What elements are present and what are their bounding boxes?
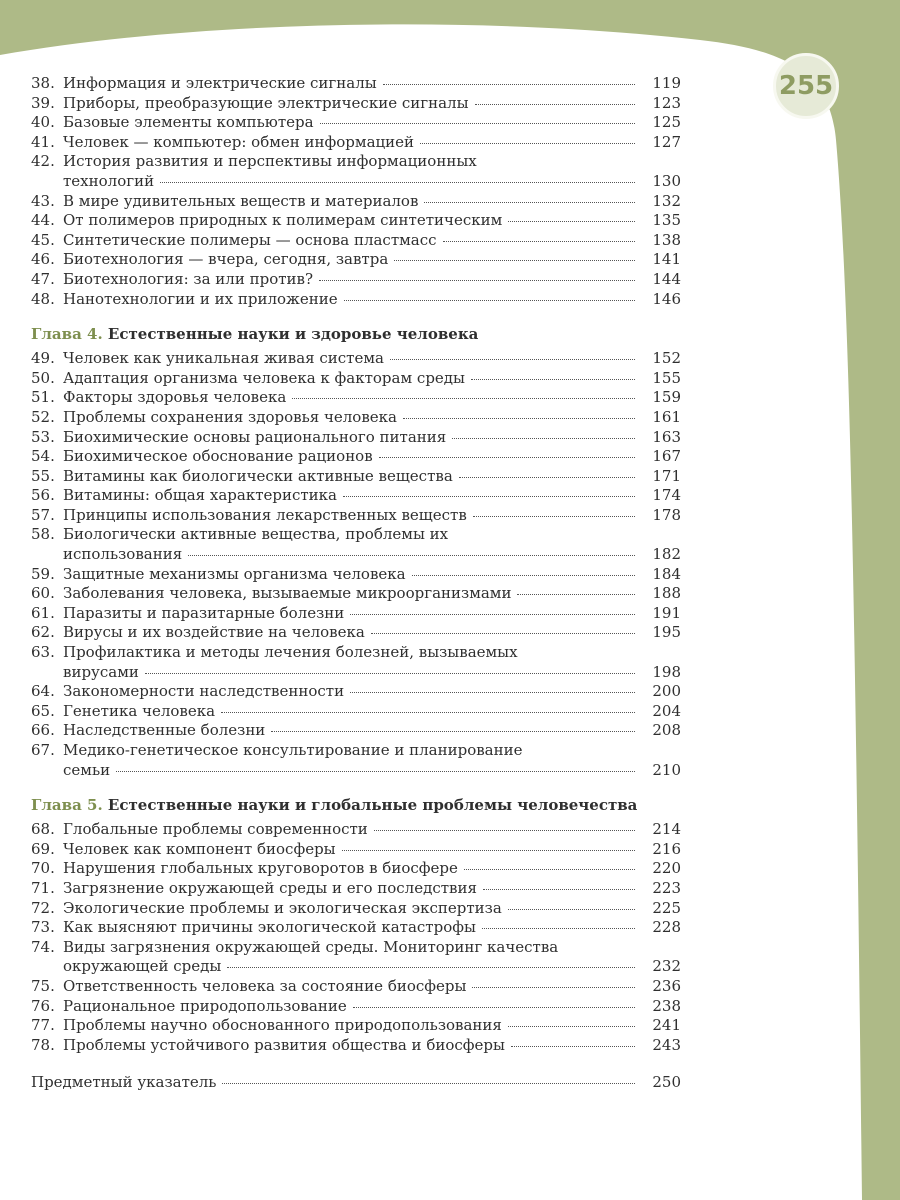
entry-page: 214 [652,820,681,839]
entry-title: Нанотехнологии и их приложение [63,289,338,308]
dot-leader [342,850,635,851]
entry-line [31,447,681,467]
entry-line [31,211,681,231]
entry-number: 67. [31,741,55,759]
dot-leader [116,771,635,772]
toc-entry[interactable] [31,702,681,722]
toc-entry[interactable] [31,1016,681,1036]
dot-leader [511,1046,635,1047]
entry-number: 68. [31,820,55,839]
dot-leader [394,260,635,261]
entry-title: Нарушения глобальных круговоротов в биосфере [63,859,458,878]
entry-line-continued [31,545,681,565]
toc-entry[interactable] [31,211,681,231]
entry-number: 41. [31,132,55,151]
toc-section-continued [31,74,681,309]
entry-line [31,565,681,585]
entry-number: 54. [31,447,55,466]
entry-number: 47. [31,269,55,288]
toc-entry[interactable] [31,369,681,389]
entry-line-continued [31,957,681,977]
dot-leader [222,1083,635,1084]
entry-page: 146 [652,289,681,308]
dot-leader [412,575,635,576]
dot-leader [517,594,635,595]
chapter-label: Глава 4. [31,325,103,344]
toc-entry[interactable] [31,94,681,114]
entry-page: 141 [652,250,681,269]
entry-page: 132 [652,191,681,210]
entry-page: 161 [652,407,681,426]
entry-number: 64. [31,682,55,701]
dot-leader [145,673,635,674]
toc-entry[interactable] [31,604,681,624]
toc-entry[interactable] [31,525,681,564]
entry-page: 232 [652,957,681,976]
entry-page: 220 [652,859,681,878]
entry-number: 61. [31,603,55,622]
entry-number: 44. [31,211,55,230]
entry-title: Информация и электрические сигналы [63,74,377,92]
entry-page: 250 [652,1073,681,1092]
entry-title: Защитные механизмы организма человека [63,564,406,583]
entry-number: 53. [31,427,55,446]
toc-entry[interactable] [31,899,681,919]
dot-leader [508,909,635,910]
entry-page: 135 [652,211,681,230]
entry-line [31,192,681,212]
dot-leader [188,555,635,556]
entry-page: 195 [652,623,681,642]
entry-page: 191 [652,603,681,622]
dot-leader [371,633,635,634]
chapter-label: Глава 5. [31,796,103,815]
dot-leader [292,398,635,399]
entry-title: Базовые элементы компьютера [63,113,314,132]
toc-entry[interactable] [31,74,681,94]
toc-entry[interactable] [31,820,681,840]
toc-entry[interactable] [31,133,681,153]
toc-entry[interactable] [31,270,681,290]
dot-leader [508,1026,635,1027]
entry-page: 184 [652,564,681,583]
dot-leader [383,84,635,85]
entry-number: 70. [31,859,55,878]
dot-leader [344,300,635,301]
dot-leader [482,928,635,929]
entry-number: 52. [31,407,55,426]
toc-entry[interactable] [31,997,681,1017]
entry-page: 152 [652,349,681,368]
chapter-4-heading [31,324,681,344]
entry-line [31,1036,681,1056]
toc-entry[interactable] [31,741,681,780]
entry-line [31,133,681,153]
entry-title: окружающей среды [63,957,222,976]
chapter-title: Естественные науки и здоровье человека [107,325,479,344]
entry-title: Экологические проблемы и экологическая экспертиза [63,898,502,917]
entry-page: 119 [652,74,681,92]
dot-leader [424,202,635,203]
toc-entry[interactable] [31,721,681,741]
dot-leader [403,418,635,419]
toc-entry[interactable] [31,918,681,938]
entry-line [31,938,681,958]
toc-entry-index[interactable] [31,1073,681,1093]
toc-entry[interactable] [31,467,681,487]
toc-entry[interactable] [31,408,681,428]
entry-title: Человек как уникальная живая система [63,349,384,368]
dot-leader [483,889,635,890]
dot-leader [227,967,635,968]
entry-number: 63. [31,643,55,662]
entry-title: Закономерности наследственности [63,682,345,701]
toc-entry[interactable] [31,977,681,997]
entry-page: 198 [652,662,681,681]
entry-number: 51. [31,388,55,407]
chapter-5-heading [31,795,681,815]
entry-title: Наследственные болезни [63,721,266,740]
entry-title: Заболевания человека, вызываемые микроорганизмами [63,584,512,603]
dot-leader [271,731,635,732]
entry-line [31,270,681,290]
toc-entry[interactable] [31,349,681,369]
entry-line [31,721,681,741]
entry-title: Факторы здоровья человека [63,388,287,407]
toc-entry[interactable] [31,938,681,977]
entry-line [31,741,681,761]
entry-page: 188 [652,584,681,603]
entry-title: Проблемы сохранения здоровья человека [63,407,397,426]
entry-line [31,1016,681,1036]
dot-leader [443,241,635,242]
entry-number: 74. [31,937,55,956]
toc-entry[interactable] [31,447,681,467]
entry-number: 71. [31,878,55,897]
entry-page: 241 [652,1016,681,1035]
toc-entry[interactable] [31,565,681,585]
toc-entry[interactable] [31,682,681,702]
entry-number: 48. [31,289,55,308]
entry-number: 60. [31,584,55,603]
dot-leader [319,280,635,281]
entry-number: 45. [31,230,55,249]
dot-leader [353,1007,635,1008]
toc-entry[interactable] [31,192,681,212]
entry-page: 144 [652,269,681,288]
entry-line [31,467,681,487]
entry-line [31,997,681,1017]
entry-number: 40. [31,113,55,132]
entry-line [31,74,681,94]
entry-number: 62. [31,623,55,642]
toc-entry[interactable] [31,879,681,899]
toc-entry[interactable] [31,859,681,879]
page-number-badge [773,53,839,119]
entry-number: 77. [31,1016,55,1035]
entry-number: 39. [31,93,55,112]
dot-leader [464,869,635,870]
entry-title: Проблемы научно обоснованного природопользования [63,1016,502,1035]
entry-page: 167 [652,447,681,466]
entry-page: 216 [652,839,681,858]
dot-leader [160,182,635,183]
dot-leader [379,457,635,458]
entry-title: Приборы, преобразующие электрические сигналы [63,93,469,112]
entry-number: 56. [31,486,55,505]
entry-line [31,643,681,663]
entry-line [31,977,681,997]
dot-leader [472,987,635,988]
entry-number: 69. [31,839,55,858]
entry-line [31,682,681,702]
entry-number: 66. [31,721,55,740]
entry-page: 174 [652,486,681,505]
entry-number: 38. [31,74,55,92]
entry-title: Вирусы и их воздействие на человека [63,623,365,642]
chapter-5-entries [31,820,681,1055]
table-of-contents [31,74,681,1093]
dot-leader [390,359,635,360]
toc-entry[interactable] [31,250,681,270]
entry-title: От полимеров природных к полимерам синтетическим [63,211,503,230]
entry-line [31,428,681,448]
entry-line [31,859,681,879]
entry-title: Биологически активные вещества, проблемы их [63,525,449,544]
toc-entry[interactable] [31,1036,681,1056]
dot-leader [452,438,635,439]
entry-number: 78. [31,1035,55,1054]
entry-line [31,94,681,114]
entry-number: 49. [31,349,55,368]
dot-leader [350,614,635,615]
entry-line [31,702,681,722]
entry-page: 225 [652,898,681,917]
entry-number: 58. [31,525,55,544]
entry-line [31,250,681,270]
entry-page: 204 [652,701,681,720]
entry-number: 42. [31,152,55,171]
entry-title: Биохимические основы рационального питания [63,427,447,446]
entry-title: технологий [63,171,155,190]
entry-line [31,113,681,133]
chapter-title: Естественные науки и глобальные проблемы человечества [107,796,638,815]
entry-number: 73. [31,918,55,937]
entry-number: 46. [31,250,55,269]
dot-leader [508,221,635,222]
entry-line-continued [31,761,681,781]
entry-title: Человек — компьютер: обмен информацией [63,132,415,151]
entry-title: Виды загрязнения окружающей среды. Мониторинг качества [63,937,559,956]
entry-title: Проблемы устойчивого развития общества и биосферы [63,1035,505,1054]
toc-entry[interactable] [31,231,681,251]
toc-entry[interactable] [31,643,681,682]
entry-title: использования [63,545,183,564]
entry-page: 125 [652,113,681,132]
entry-page: 236 [652,976,681,995]
entry-page: 127 [652,132,681,151]
entry-line [31,604,681,624]
toc-entry[interactable] [31,388,681,408]
entry-line [31,820,681,840]
entry-line [31,506,681,526]
toc-entry[interactable] [31,506,681,526]
entry-number: 59. [31,564,55,583]
entry-title: Витамины: общая характеристика [63,486,337,505]
toc-entry[interactable] [31,290,681,310]
entry-number: 76. [31,996,55,1015]
entry-title: Принципы использования лекарственных веществ [63,505,467,524]
entry-line [31,584,681,604]
entry-line [31,840,681,860]
entry-line [31,879,681,899]
entry-page: 208 [652,721,681,740]
entry-title: Загрязнение окружающей среды и его последствия [63,878,477,897]
entry-title: История развития и перспективы информационных [63,152,477,171]
entry-title: Как выясняют причины экологической катастрофы [63,918,476,937]
entry-number: 43. [31,191,55,210]
entry-page: 178 [652,505,681,524]
entry-title: Паразиты и паразитарные болезни [63,603,345,622]
entry-number: 65. [31,701,55,720]
entry-title: Синтетические полимеры — основа пластмасс [63,230,437,249]
entry-page: 223 [652,878,681,897]
entry-page: 163 [652,427,681,446]
entry-page: 159 [652,388,681,407]
entry-line [31,152,681,172]
entry-page: 200 [652,682,681,701]
dot-leader [473,516,635,517]
entry-line-continued [31,663,681,683]
dot-leader [475,104,635,105]
toc-entry[interactable] [31,428,681,448]
page-number: 255 [778,71,834,101]
entry-number: 57. [31,505,55,524]
dot-leader [221,712,635,713]
entry-line [31,899,681,919]
entry-title: Биотехнология — вчера, сегодня, завтра [63,250,389,269]
entry-title: В мире удивительных веществ и материалов [63,191,419,210]
entry-page: 155 [652,368,681,387]
toc-entry[interactable] [31,113,681,133]
entry-line [31,349,681,369]
entry-page: 238 [652,996,681,1015]
chapter-4-entries [31,349,681,780]
entry-title: Человек как компонент биосферы [63,839,336,858]
entry-title: вирусами [63,662,139,681]
entry-page: 182 [652,545,681,564]
dot-leader [420,143,635,144]
entry-number: 75. [31,976,55,995]
toc-entry[interactable] [31,152,681,191]
toc-entry[interactable] [31,840,681,860]
entry-title: семьи [63,760,111,779]
entry-title: Медико-генетическое консультирование и планирование [63,741,523,759]
entry-page: 130 [652,171,681,190]
dot-leader [459,477,635,478]
entry-page: 210 [652,760,681,779]
entry-title: Адаптация организма человека к факторам среды [63,368,465,387]
entry-line [31,388,681,408]
toc-entry[interactable] [31,486,681,506]
entry-line [31,486,681,506]
entry-line [31,290,681,310]
entry-line [31,525,681,545]
entry-title: Предметный указатель [31,1073,217,1092]
entry-title: Витамины как биологически активные вещества [63,466,453,485]
entry-page: 171 [652,466,681,485]
entry-title: Биохимическое обоснование рационов [63,447,373,466]
dot-leader [320,123,635,124]
entry-page: 123 [652,93,681,112]
entry-number: 50. [31,368,55,387]
entry-title: Глобальные проблемы современности [63,820,368,839]
toc-entry[interactable] [31,584,681,604]
entry-page: 138 [652,230,681,249]
dot-leader [471,379,635,380]
entry-line [31,623,681,643]
entry-page: 228 [652,918,681,937]
entry-number: 72. [31,898,55,917]
entry-title: Биотехнология: за или против? [63,269,314,288]
entry-line [31,369,681,389]
dot-leader [374,830,635,831]
entry-line [31,918,681,938]
entry-title: Ответственность человека за состояние биосферы [63,976,467,995]
entry-title: Профилактика и методы лечения болезней, вызываемых [63,643,518,662]
entry-title: Генетика человека [63,701,216,720]
toc-entry[interactable] [31,623,681,643]
entry-number: 55. [31,466,55,485]
entry-line [31,231,681,251]
dot-leader [350,692,635,693]
entry-line [31,408,681,428]
entry-line-continued [31,172,681,192]
entry-page: 243 [652,1035,681,1054]
entry-title: Рациональное природопользование [63,996,347,1015]
dot-leader [343,496,635,497]
